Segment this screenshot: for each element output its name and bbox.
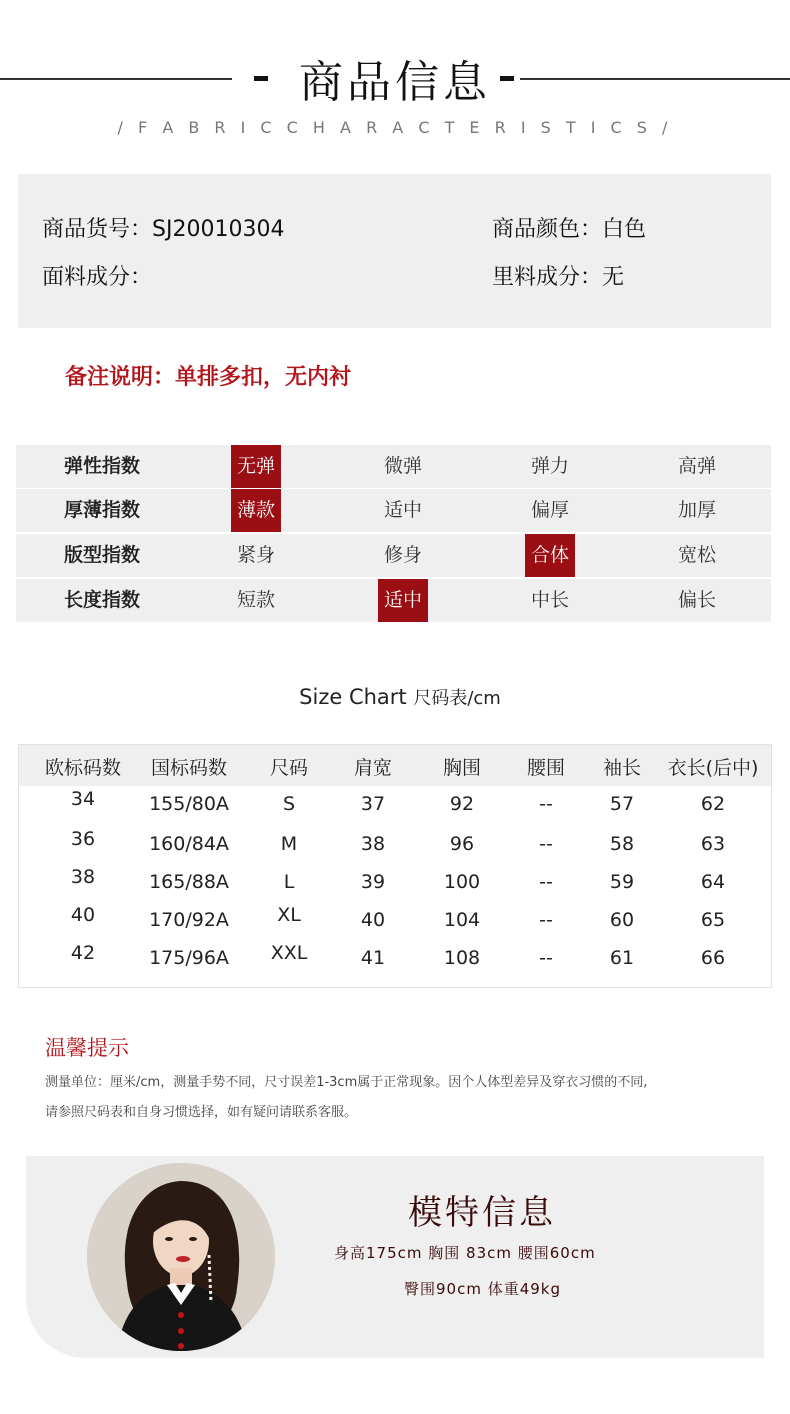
- index-row-name: 长度指数: [63, 589, 140, 611]
- item-color: [492, 212, 646, 243]
- index-row: [16, 445, 771, 488]
- size-chart-cell: 92: [449, 793, 475, 815]
- lining-composition: [492, 260, 624, 291]
- model-info-title: 模特信息: [408, 1193, 556, 1233]
- size-chart-cell: 66: [700, 947, 726, 969]
- fabric-composition: [42, 260, 152, 291]
- size-chart-cell: L: [283, 871, 295, 893]
- model-measurements-2: 臀围90cm 体重49kg: [404, 1280, 562, 1298]
- size-chart-cell: 100: [443, 871, 481, 893]
- size-chart-header-cell: 腰围: [526, 757, 565, 779]
- size-chart-cell: --: [539, 793, 553, 815]
- size-chart-table: [18, 744, 772, 988]
- tips-line-1: 测量单位：厘米/cm，测量手势不同，尺寸误差1-3cm属于正常现象。因个人体型差异及穿衣习惯的不同,: [45, 1075, 648, 1090]
- fabric-label: 面料成分：: [42, 265, 153, 290]
- size-chart-cell: 40: [360, 909, 386, 931]
- index-option: 中长: [530, 589, 569, 611]
- tips-line-2: 请参照尺码表和自身习惯选择，如有疑问请联系客服。: [45, 1105, 358, 1120]
- index-row: [16, 489, 771, 532]
- size-chart-cell: 63: [700, 833, 726, 855]
- size-chart-cell: 40: [70, 904, 96, 926]
- size-chart-cell: 38: [360, 833, 386, 855]
- item-number: [42, 212, 284, 243]
- size-chart-cell: 34: [70, 788, 96, 810]
- index-option: 宽松: [677, 544, 716, 566]
- size-chart-header-cell: 胸围: [442, 757, 481, 779]
- size-chart-cell: 41: [360, 947, 386, 969]
- size-chart-cell: 175/96A: [149, 947, 229, 969]
- size-chart-cell: XL: [277, 904, 301, 926]
- page-subtitle: / F A B R I C C H A R A C T E R I S T I C S /: [117, 118, 673, 137]
- size-chart-title-en: Size Chart: [299, 685, 407, 709]
- size-chart-cell: 58: [609, 833, 635, 855]
- size-chart-cell: --: [539, 833, 553, 855]
- size-chart-cell: 104: [443, 909, 481, 931]
- size-chart-cell: 39: [360, 871, 386, 893]
- size-chart-cell: --: [539, 909, 553, 931]
- size-chart-cell: 57: [609, 793, 635, 815]
- size-chart-cell: 108: [443, 947, 481, 969]
- index-option-selected: 无弹: [231, 445, 281, 488]
- item-number-label: 商品货号：: [42, 217, 153, 242]
- size-chart-header-cell: 衣长(后中): [667, 757, 759, 779]
- remark-note: 备注说明：单排多扣，无内衬: [65, 365, 352, 390]
- size-chart-cell: S: [282, 793, 296, 815]
- index-option: 偏厚: [530, 499, 569, 521]
- index-row-name: 版型指数: [63, 544, 140, 566]
- index-option: 加厚: [677, 499, 716, 521]
- index-option: 弹力: [530, 455, 569, 477]
- index-row-name: 厚薄指数: [63, 499, 140, 521]
- index-option-selected: 适中: [378, 579, 428, 622]
- index-option: 紧身: [236, 544, 275, 566]
- index-option: 适中: [383, 499, 422, 521]
- size-chart-cell: 96: [449, 833, 475, 855]
- size-chart-title-cn: 尺码表/cm: [413, 688, 501, 709]
- item-color-value: 白色: [602, 217, 647, 242]
- index-option: 高弹: [677, 455, 716, 477]
- size-chart-header-cell: 袖长: [602, 757, 641, 779]
- size-chart-cell: 160/84A: [149, 833, 229, 855]
- lining-label: 里料成分：: [492, 265, 603, 290]
- size-chart-cell: 155/80A: [149, 793, 229, 815]
- size-chart-cell: 65: [700, 909, 726, 931]
- index-option-selected: 薄款: [231, 489, 281, 532]
- index-row-name: 弹性指数: [63, 455, 140, 477]
- index-option-selected: 合体: [525, 534, 575, 577]
- product-info-panel: [18, 174, 771, 328]
- size-chart-cell: 60: [609, 909, 635, 931]
- index-row: [16, 534, 771, 577]
- page-title: 商品信息: [299, 57, 491, 108]
- size-chart-title: [0, 684, 790, 710]
- size-chart-cell: 59: [609, 871, 635, 893]
- size-chart-cell: 64: [700, 871, 726, 893]
- item-color-label: 商品颜色：: [492, 217, 603, 242]
- item-number-value: SJ20010304: [152, 217, 285, 242]
- index-option: 短款: [236, 589, 275, 611]
- size-chart-cell: 61: [609, 947, 635, 969]
- size-chart-cell: 165/88A: [149, 871, 229, 893]
- size-chart-cell: --: [539, 947, 553, 969]
- model-portrait-illustration: [87, 1163, 275, 1351]
- size-chart-cell: 170/92A: [149, 909, 229, 931]
- lining-value: 无: [602, 265, 625, 290]
- tips-title: 温馨提示: [45, 1036, 129, 1060]
- size-chart-cell: --: [539, 871, 553, 893]
- size-chart-header-cell: 欧标码数: [44, 757, 121, 779]
- size-chart-cell: 38: [70, 866, 96, 888]
- index-option: 修身: [383, 544, 422, 566]
- index-option: 偏长: [677, 589, 716, 611]
- size-chart-cell: 42: [70, 942, 96, 964]
- size-chart-cell: M: [280, 833, 298, 855]
- model-measurements-1: 身高175cm 胸围 83cm 腰围60cm: [334, 1244, 596, 1262]
- size-chart-cell: 37: [360, 793, 386, 815]
- size-chart-header-cell: 国标码数: [150, 757, 227, 779]
- model-photo: [87, 1163, 275, 1351]
- size-chart-cell: XXL: [270, 942, 308, 964]
- index-option: 微弹: [383, 455, 422, 477]
- size-chart-header-cell: 肩宽: [353, 757, 392, 779]
- size-chart-header-cell: 尺码: [269, 757, 308, 779]
- index-row: [16, 579, 771, 622]
- size-chart-cell: 36: [70, 828, 96, 850]
- size-chart-cell: 62: [700, 793, 726, 815]
